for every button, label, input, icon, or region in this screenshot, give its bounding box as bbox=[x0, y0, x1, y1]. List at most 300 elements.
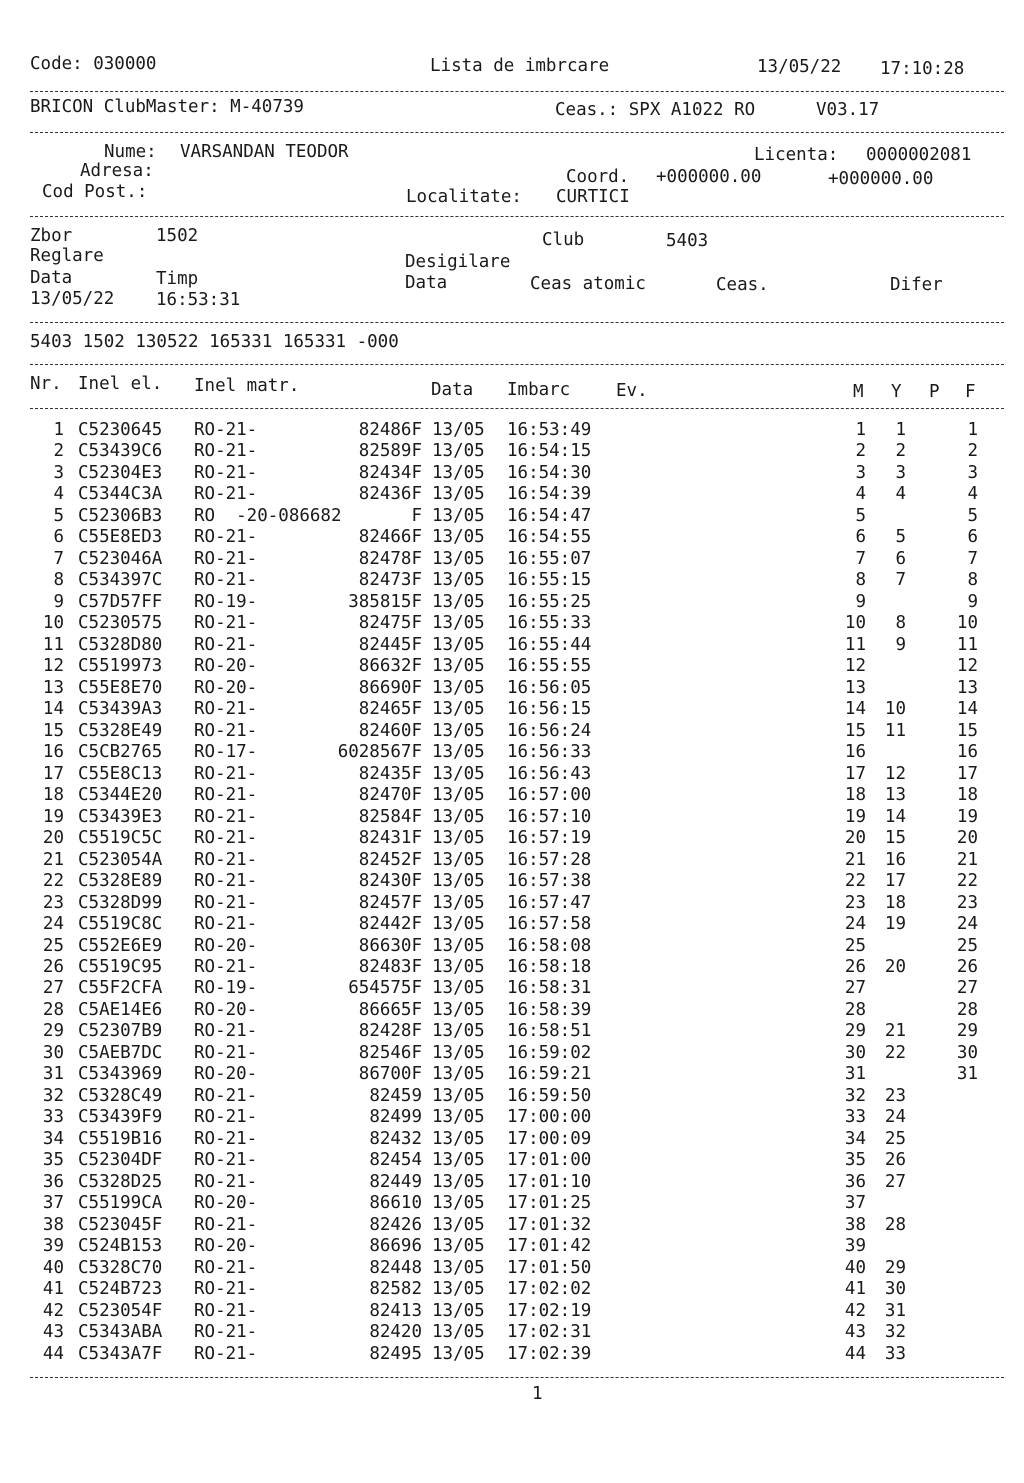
table-row bbox=[0, 957, 1024, 978]
y-count: 20 bbox=[884, 957, 906, 977]
table-row bbox=[0, 1150, 1024, 1171]
row-number: 31 bbox=[42, 1064, 64, 1085]
f-count: 23 bbox=[956, 892, 978, 913]
table-row bbox=[0, 699, 1024, 720]
electronic-ring: C52304DF bbox=[78, 1150, 163, 1171]
f-count: 8 bbox=[967, 570, 978, 591]
ring-prefix: RO -20-086682 bbox=[194, 505, 342, 526]
divider bbox=[30, 91, 1004, 92]
ring-number: 82426 bbox=[369, 1214, 422, 1235]
electronic-ring: C523045F bbox=[78, 1214, 163, 1235]
m-count: 35 bbox=[844, 1150, 866, 1171]
table-row bbox=[0, 1279, 1024, 1300]
electronic-ring: C57D57FF bbox=[78, 591, 163, 612]
basket-date: 13/05 bbox=[432, 999, 485, 1020]
y-count: 24 bbox=[884, 1107, 906, 1128]
row-number: 28 bbox=[42, 999, 64, 1020]
report-time: 17:10:28 bbox=[880, 59, 965, 79]
ring-prefix: RO-20- bbox=[194, 1193, 258, 1214]
divider bbox=[30, 1377, 1004, 1378]
basket-date: 13/05 bbox=[432, 1257, 485, 1278]
y-count: 16 bbox=[884, 849, 906, 870]
electronic-ring: C5343969 bbox=[78, 1064, 163, 1085]
ring-prefix: RO-21- bbox=[194, 957, 258, 977]
m-count: 17 bbox=[844, 763, 866, 784]
y-count: 21 bbox=[884, 1021, 906, 1042]
y-count: 26 bbox=[884, 1150, 906, 1171]
col-y: Y bbox=[891, 382, 902, 402]
table-row bbox=[0, 1107, 1024, 1128]
y-count: 15 bbox=[884, 828, 906, 849]
y-count: 33 bbox=[884, 1343, 906, 1364]
atomic-clock-label: Ceas atomic bbox=[530, 274, 646, 294]
electronic-ring: C55E8C13 bbox=[78, 763, 163, 784]
date-label: Data bbox=[30, 268, 73, 288]
y-count: 10 bbox=[884, 699, 906, 720]
basket-time: 17:00:00 bbox=[507, 1107, 592, 1128]
flight-number: 1502 bbox=[156, 226, 199, 246]
y-count: 18 bbox=[884, 892, 906, 913]
ring-number: 82465F bbox=[358, 699, 422, 720]
basket-date: 13/05 bbox=[432, 441, 485, 462]
electronic-ring: C5519C95 bbox=[78, 957, 163, 977]
m-count: 11 bbox=[844, 634, 866, 655]
m-count: 37 bbox=[844, 1193, 866, 1214]
f-count: 13 bbox=[956, 677, 978, 698]
basket-time: 16:57:19 bbox=[507, 828, 592, 849]
row-number: 34 bbox=[42, 1128, 64, 1149]
setting-date: 13/05/22 bbox=[30, 289, 115, 309]
ring-number: 82452F bbox=[358, 849, 422, 870]
m-count: 7 bbox=[855, 548, 866, 569]
basket-time: 17:01:25 bbox=[507, 1193, 592, 1214]
f-count: 10 bbox=[956, 613, 978, 634]
basket-date: 13/05 bbox=[432, 1279, 485, 1300]
table-row bbox=[0, 678, 1024, 699]
col-ring: Inel matr. bbox=[194, 376, 300, 396]
ring-number: 86665F bbox=[358, 999, 422, 1020]
basket-date: 13/05 bbox=[432, 935, 485, 956]
basket-time: 16:59:50 bbox=[507, 1085, 592, 1106]
report-code: Code: 030000 bbox=[30, 54, 157, 74]
table-row bbox=[0, 893, 1024, 914]
device-info: BRICON ClubMaster: M-40739 bbox=[30, 97, 304, 117]
ring-prefix: RO-21- bbox=[194, 1085, 258, 1106]
row-number: 8 bbox=[53, 570, 64, 591]
basket-date: 13/05 bbox=[432, 1150, 485, 1171]
ring-prefix: RO-21- bbox=[194, 420, 258, 440]
f-count: 1 bbox=[967, 420, 978, 440]
row-number: 35 bbox=[42, 1150, 64, 1171]
m-count: 8 bbox=[855, 570, 866, 591]
f-count: 16 bbox=[956, 742, 978, 763]
table-row bbox=[0, 764, 1024, 785]
ring-number: 82495 bbox=[369, 1343, 422, 1364]
row-number: 32 bbox=[42, 1085, 64, 1106]
ring-prefix: RO-21- bbox=[194, 548, 258, 569]
y-count: 29 bbox=[884, 1257, 906, 1278]
ring-number: 86630F bbox=[358, 935, 422, 956]
m-count: 6 bbox=[855, 527, 866, 548]
col-f: F bbox=[965, 382, 976, 402]
unseal-label: Desigilare bbox=[405, 252, 511, 272]
ring-number: 82448 bbox=[369, 1257, 422, 1278]
basket-date: 13/05 bbox=[432, 1042, 485, 1063]
y-count: 9 bbox=[895, 634, 906, 655]
version-info: V03.17 bbox=[816, 100, 880, 120]
f-count: 26 bbox=[956, 957, 978, 977]
row-number: 10 bbox=[42, 613, 64, 634]
ring-prefix: RO-21- bbox=[194, 828, 258, 849]
electronic-ring: C52307B9 bbox=[78, 1021, 163, 1042]
ring-prefix: RO-21- bbox=[194, 527, 258, 548]
m-count: 43 bbox=[844, 1322, 866, 1343]
col-m: M bbox=[853, 382, 864, 402]
basket-date: 13/05 bbox=[432, 1171, 485, 1192]
club-number: 5403 bbox=[666, 231, 709, 251]
f-count: 22 bbox=[956, 871, 978, 892]
ring-number: 654575F bbox=[348, 978, 422, 999]
ring-prefix: RO-20- bbox=[194, 935, 258, 956]
m-count: 3 bbox=[855, 462, 866, 483]
table-row bbox=[0, 1043, 1024, 1064]
y-count: 11 bbox=[884, 720, 906, 741]
row-number: 42 bbox=[42, 1300, 64, 1321]
ring-number: 82432 bbox=[369, 1128, 422, 1149]
f-count: 24 bbox=[956, 914, 978, 935]
divider bbox=[30, 364, 1004, 365]
row-number: 30 bbox=[42, 1042, 64, 1063]
table-row bbox=[0, 1322, 1024, 1343]
y-count: 31 bbox=[884, 1300, 906, 1321]
row-number: 41 bbox=[42, 1279, 64, 1300]
row-number: 21 bbox=[42, 849, 64, 870]
electronic-ring: C5AEB7DC bbox=[78, 1042, 163, 1063]
basket-time: 16:57:38 bbox=[507, 871, 592, 892]
ring-prefix: RO-21- bbox=[194, 1128, 258, 1149]
f-count: 11 bbox=[956, 634, 978, 655]
y-count: 30 bbox=[884, 1279, 906, 1300]
basket-time: 17:00:09 bbox=[507, 1128, 592, 1149]
electronic-ring: C5328D80 bbox=[78, 634, 163, 655]
table-row bbox=[0, 463, 1024, 484]
divider bbox=[30, 408, 1004, 409]
electronic-ring: C52306B3 bbox=[78, 505, 163, 526]
table-row bbox=[0, 850, 1024, 871]
basket-time: 16:57:10 bbox=[507, 806, 592, 827]
basket-date: 13/05 bbox=[432, 484, 485, 505]
ring-prefix: RO-20- bbox=[194, 1064, 258, 1085]
clock-info: Ceas.: SPX A1022 RO bbox=[555, 100, 756, 120]
m-count: 44 bbox=[844, 1343, 866, 1364]
basket-date: 13/05 bbox=[432, 1236, 485, 1257]
ring-prefix: RO-21- bbox=[194, 699, 258, 720]
flight-summary: 5403 1502 130522 165331 165331 -000 bbox=[30, 332, 399, 352]
electronic-ring: C534397C bbox=[78, 570, 163, 591]
table-row bbox=[0, 978, 1024, 999]
basket-time: 16:55:44 bbox=[507, 634, 592, 655]
postal-label: Cod Post.: bbox=[42, 182, 148, 202]
basket-date: 13/05 bbox=[432, 1021, 485, 1042]
basket-time: 16:55:25 bbox=[507, 591, 592, 612]
ring-number: 82454 bbox=[369, 1150, 422, 1171]
m-count: 5 bbox=[855, 505, 866, 526]
table-row bbox=[0, 1258, 1024, 1279]
y-count: 8 bbox=[895, 613, 906, 634]
electronic-ring: C5328E49 bbox=[78, 720, 163, 741]
basket-time: 17:02:39 bbox=[507, 1343, 592, 1364]
basket-time: 16:55:55 bbox=[507, 656, 592, 677]
basket-time: 16:56:33 bbox=[507, 742, 592, 763]
basket-time: 16:54:55 bbox=[507, 527, 592, 548]
row-number: 7 bbox=[53, 548, 64, 569]
row-number: 36 bbox=[42, 1171, 64, 1192]
basket-date: 13/05 bbox=[432, 420, 485, 440]
ring-number: 82460F bbox=[358, 720, 422, 741]
ring-number: 86700F bbox=[358, 1064, 422, 1085]
owner-name: VARSANDAN TEODOR bbox=[180, 142, 349, 162]
table-row bbox=[0, 1000, 1024, 1021]
divider bbox=[30, 132, 1004, 133]
ring-number: 82435F bbox=[358, 763, 422, 784]
ring-prefix: RO-21- bbox=[194, 1150, 258, 1171]
table-row bbox=[0, 1193, 1024, 1214]
table-row bbox=[0, 441, 1024, 462]
electronic-ring: C5344E20 bbox=[78, 785, 163, 806]
f-count: 25 bbox=[956, 935, 978, 956]
y-count: 5 bbox=[895, 527, 906, 548]
basket-date: 13/05 bbox=[432, 1193, 485, 1214]
basket-date: 13/05 bbox=[432, 806, 485, 827]
f-count: 6 bbox=[967, 527, 978, 548]
electronic-ring: C55199CA bbox=[78, 1193, 163, 1214]
f-count: 4 bbox=[967, 484, 978, 505]
basket-date: 13/05 bbox=[432, 957, 485, 977]
ring-number: 82483F bbox=[358, 957, 422, 977]
m-count: 29 bbox=[844, 1021, 866, 1042]
f-count: 17 bbox=[956, 763, 978, 784]
ring-number: 82430F bbox=[358, 871, 422, 892]
ring-prefix: RO-21- bbox=[194, 634, 258, 655]
electronic-ring: C55E8E70 bbox=[78, 677, 163, 698]
basket-date: 13/05 bbox=[432, 1300, 485, 1321]
f-count: 21 bbox=[956, 849, 978, 870]
ring-prefix: RO-21- bbox=[194, 849, 258, 870]
coord-x: +000000.00 bbox=[656, 167, 762, 187]
table-row bbox=[0, 807, 1024, 828]
row-number: 9 bbox=[53, 591, 64, 612]
basket-time: 17:01:00 bbox=[507, 1150, 592, 1171]
ring-prefix: RO-21- bbox=[194, 871, 258, 892]
table-row bbox=[0, 484, 1024, 505]
electronic-ring: C5AE14E6 bbox=[78, 999, 163, 1020]
table-row bbox=[0, 656, 1024, 677]
table-row bbox=[0, 914, 1024, 935]
row-number: 33 bbox=[42, 1107, 64, 1128]
ring-prefix: RO-21- bbox=[194, 441, 258, 462]
ring-number: 82589F bbox=[358, 441, 422, 462]
basket-time: 16:59:21 bbox=[507, 1064, 592, 1085]
y-count: 19 bbox=[884, 914, 906, 935]
electronic-ring: C523054A bbox=[78, 849, 163, 870]
ring-number: 82466F bbox=[358, 527, 422, 548]
y-count: 32 bbox=[884, 1322, 906, 1343]
f-count: 28 bbox=[956, 999, 978, 1020]
m-count: 34 bbox=[844, 1128, 866, 1149]
ring-prefix: RO-21- bbox=[194, 1300, 258, 1321]
f-count: 29 bbox=[956, 1021, 978, 1042]
table-row bbox=[0, 936, 1024, 957]
row-number: 20 bbox=[42, 828, 64, 849]
row-number: 19 bbox=[42, 806, 64, 827]
ring-number: F bbox=[411, 505, 422, 526]
ring-number: 385815F bbox=[348, 591, 422, 612]
row-number: 17 bbox=[42, 763, 64, 784]
ring-number: 82475F bbox=[358, 613, 422, 634]
row-number: 43 bbox=[42, 1322, 64, 1343]
m-count: 19 bbox=[844, 806, 866, 827]
ring-number: 86696 bbox=[369, 1236, 422, 1257]
basket-time: 16:57:00 bbox=[507, 785, 592, 806]
ring-number: 82431F bbox=[358, 828, 422, 849]
basket-time: 16:57:47 bbox=[507, 892, 592, 913]
m-count: 2 bbox=[855, 441, 866, 462]
y-count: 23 bbox=[884, 1085, 906, 1106]
ring-prefix: RO-21- bbox=[194, 613, 258, 634]
electronic-ring: C52304E3 bbox=[78, 462, 163, 483]
ring-prefix: RO-21- bbox=[194, 462, 258, 483]
ring-prefix: RO-21- bbox=[194, 1171, 258, 1192]
electronic-ring: C5519C8C bbox=[78, 914, 163, 935]
report-date: 13/05/22 bbox=[757, 57, 842, 77]
basket-time: 17:02:19 bbox=[507, 1300, 592, 1321]
coord-label: Coord. bbox=[566, 167, 630, 187]
table-row bbox=[0, 506, 1024, 527]
m-count: 30 bbox=[844, 1042, 866, 1063]
basket-date: 13/05 bbox=[432, 828, 485, 849]
m-count: 22 bbox=[844, 871, 866, 892]
f-count: 20 bbox=[956, 828, 978, 849]
electronic-ring: C523046A bbox=[78, 548, 163, 569]
basket-date: 13/05 bbox=[432, 1214, 485, 1235]
row-number: 29 bbox=[42, 1021, 64, 1042]
electronic-ring: C53439F9 bbox=[78, 1107, 163, 1128]
row-number: 24 bbox=[42, 914, 64, 935]
row-number: 25 bbox=[42, 935, 64, 956]
col-nr: Nr. bbox=[30, 374, 62, 394]
row-number: 4 bbox=[53, 484, 64, 505]
ring-prefix: RO-20- bbox=[194, 677, 258, 698]
basket-date: 13/05 bbox=[432, 763, 485, 784]
table-row bbox=[0, 1086, 1024, 1107]
basket-time: 16:55:07 bbox=[507, 548, 592, 569]
m-count: 25 bbox=[844, 935, 866, 956]
table-row bbox=[0, 1344, 1024, 1365]
electronic-ring: C524B723 bbox=[78, 1279, 163, 1300]
m-count: 15 bbox=[844, 720, 866, 741]
locality-label: Localitate: bbox=[406, 187, 522, 207]
y-count: 6 bbox=[895, 548, 906, 569]
basket-time: 16:56:43 bbox=[507, 763, 592, 784]
electronic-ring: C5328E89 bbox=[78, 871, 163, 892]
ring-prefix: RO-17- bbox=[194, 742, 258, 763]
y-count: 13 bbox=[884, 785, 906, 806]
license-number: 0000002081 bbox=[866, 145, 972, 165]
row-number: 1 bbox=[53, 420, 64, 440]
ring-number: 82457F bbox=[358, 892, 422, 913]
electronic-ring: C5328C70 bbox=[78, 1257, 163, 1278]
basket-time: 16:54:30 bbox=[507, 462, 592, 483]
y-count: 22 bbox=[884, 1042, 906, 1063]
basket-date: 13/05 bbox=[432, 720, 485, 741]
club-label: Club bbox=[542, 230, 585, 250]
ring-number: 86632F bbox=[358, 656, 422, 677]
electronic-ring: C5343ABA bbox=[78, 1322, 163, 1343]
y-count: 28 bbox=[884, 1214, 906, 1235]
ring-number: 82486F bbox=[358, 420, 422, 440]
y-count: 14 bbox=[884, 806, 906, 827]
basket-time: 16:54:15 bbox=[507, 441, 592, 462]
row-number: 2 bbox=[53, 441, 64, 462]
m-count: 14 bbox=[844, 699, 866, 720]
basket-time: 17:01:42 bbox=[507, 1236, 592, 1257]
divider bbox=[30, 322, 1004, 323]
basket-time: 17:02:02 bbox=[507, 1279, 592, 1300]
electronic-ring: C552E6E9 bbox=[78, 935, 163, 956]
ring-prefix: RO-21- bbox=[194, 806, 258, 827]
name-label: Nume: bbox=[104, 142, 157, 162]
f-count: 14 bbox=[956, 699, 978, 720]
m-count: 27 bbox=[844, 978, 866, 999]
address-label: Adresa: bbox=[80, 161, 154, 181]
ring-prefix: RO-20- bbox=[194, 1236, 258, 1257]
f-count: 15 bbox=[956, 720, 978, 741]
ring-number: 82582 bbox=[369, 1279, 422, 1300]
f-count: 5 bbox=[967, 505, 978, 526]
f-count: 30 bbox=[956, 1042, 978, 1063]
report-title: Lista de imbrcare bbox=[430, 56, 610, 76]
basket-date: 13/05 bbox=[432, 1107, 485, 1128]
basket-date: 13/05 bbox=[432, 914, 485, 935]
basket-date: 13/05 bbox=[432, 548, 485, 569]
y-count: 27 bbox=[884, 1171, 906, 1192]
col-time: Imbarc bbox=[507, 380, 571, 400]
m-count: 20 bbox=[844, 828, 866, 849]
col-p: P bbox=[929, 382, 940, 402]
ring-prefix: RO-21- bbox=[194, 1042, 258, 1063]
row-number: 16 bbox=[42, 742, 64, 763]
ring-number: 82445F bbox=[358, 634, 422, 655]
basket-time: 17:02:31 bbox=[507, 1322, 592, 1343]
electronic-ring: C5230575 bbox=[78, 613, 163, 634]
ring-number: 82442F bbox=[358, 914, 422, 935]
ring-prefix: RO-21- bbox=[194, 1021, 258, 1042]
row-number: 14 bbox=[42, 699, 64, 720]
col-ring-el: Inel el. bbox=[78, 374, 163, 394]
electronic-ring: C55E8ED3 bbox=[78, 527, 163, 548]
row-number: 5 bbox=[53, 505, 64, 526]
m-count: 41 bbox=[844, 1279, 866, 1300]
table-row bbox=[0, 871, 1024, 892]
basket-time: 16:55:33 bbox=[507, 613, 592, 634]
f-count: 19 bbox=[956, 806, 978, 827]
setting-label: Reglare bbox=[30, 246, 104, 266]
divider bbox=[30, 216, 1004, 217]
y-count: 2 bbox=[895, 441, 906, 462]
basket-time: 16:58:18 bbox=[507, 957, 592, 977]
table-row bbox=[0, 1021, 1024, 1042]
f-count: 2 bbox=[967, 441, 978, 462]
